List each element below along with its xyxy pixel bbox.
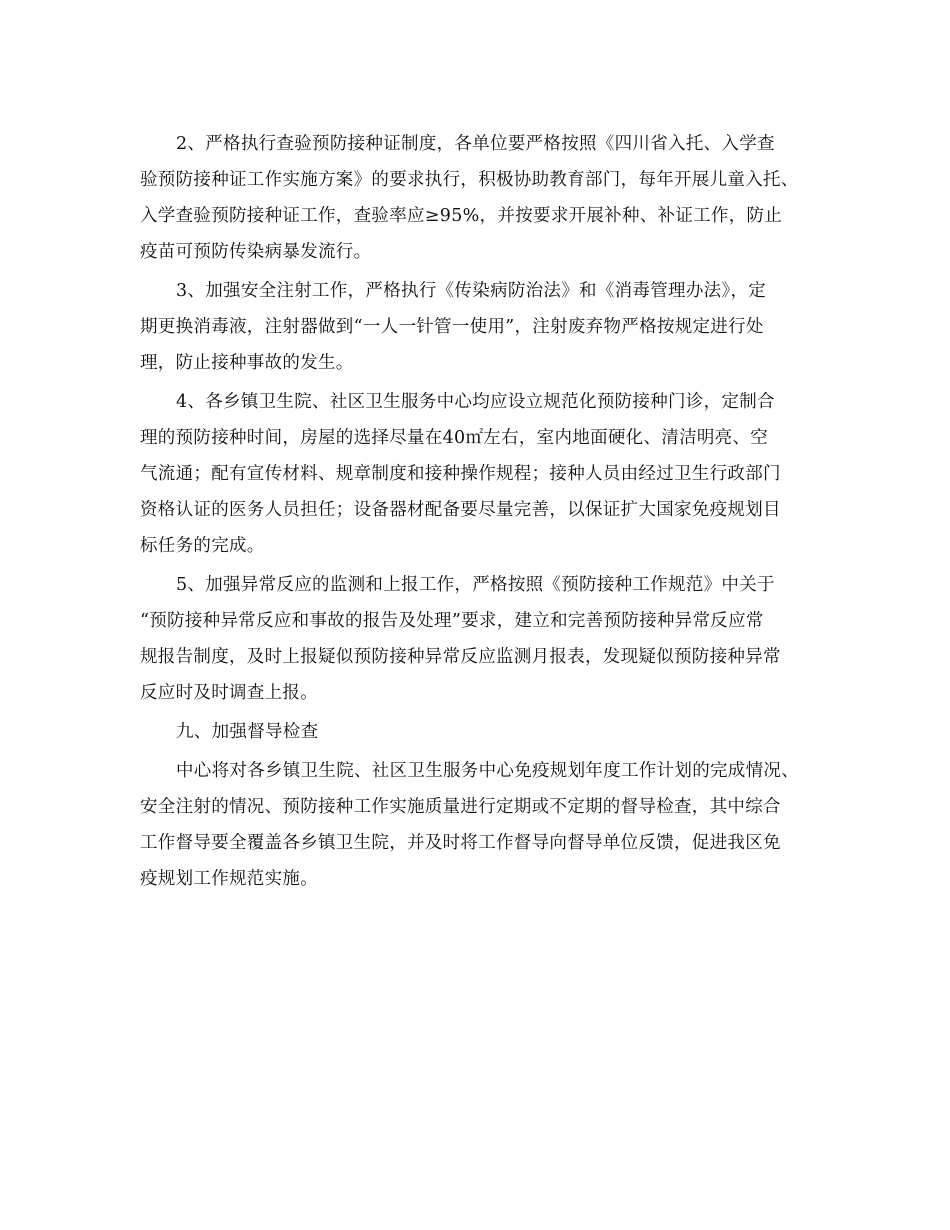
paragraph-2-line-1: 3、加强安全注射工作，严格执行《传染病防治法》和《消毒管理办法》，定 xyxy=(176,281,767,301)
paragraph-2-line-3: 理，防止接种事故的发生。 xyxy=(140,353,354,373)
paragraph-3-line-1: 4、各乡镇卫生院、社区卫生服务中心均应设立规范化预防接种门诊，定制合 xyxy=(176,392,775,412)
paragraph-3-line-2: 理的预防接种时间，房屋的选择尽量在40㎡左右，室内地面硬化、清洁明亮、空 xyxy=(140,428,769,448)
paragraph-6-line-2: 安全注射的情况、预防接种工作实施质量进行定期或不定期的督导检查，其中综合 xyxy=(140,797,781,817)
paragraph-3-line-4: 资格认证的医务人员担任；设备器材配备要尽量完善，以保证扩大国家免疫规划目 xyxy=(140,500,781,520)
paragraph-4-line-4: 反应时及时调查上报。 xyxy=(140,683,318,703)
paragraph-4-line-2: “预防接种异常反应和事故的报告及处理”要求，建立和完善预防接种异常反应常 xyxy=(140,611,764,631)
paragraph-1-line-3: 入学查验预防接种证工作，查验率应≥95%，并按要求开展补种、补证工作，防止 xyxy=(140,206,783,226)
paragraph-2-line-2: 期更换消毒液，注射器做到“一人一针管一使用”，注射废弃物严格按规定进行处 xyxy=(140,317,764,337)
paragraph-3-line-5: 标任务的完成。 xyxy=(140,536,265,556)
paragraph-4-line-1: 5、加强异常反应的监测和上报工作，严格按照《预防接种工作规范》中关于 xyxy=(176,575,775,595)
paragraph-6-line-1: 中心将对各乡镇卫生院、社区卫生服务中心免疫规划年度工作计划的完成情况、 xyxy=(176,761,799,781)
paragraph-1-line-4: 疫苗可预防传染病暴发流行。 xyxy=(140,242,372,262)
paragraph-3-line-3: 气流通；配有宣传材料、规章制度和接种操作规程；接种人员由经过卫生行政部门 xyxy=(140,464,781,484)
paragraph-6-line-3: 工作督导要全覆盖各乡镇卫生院，并及时将工作督导向督导单位反馈，促进我区免 xyxy=(140,833,781,853)
paragraph-1-line-2: 验预防接种证工作实施方案》的要求执行，积极协助教育部门，每年开展儿童入托、 xyxy=(140,170,799,190)
paragraph-4-line-3: 规报告制度，及时上报疑似预防接种异常反应监测月报表，发现疑似预防接种异常 xyxy=(140,647,781,667)
section-heading: 九、加强督导检查 xyxy=(176,722,319,742)
paragraph-1-line-1: 2、严格执行查验预防接种证制度，各单位要严格按照《四川省入托、入学查 xyxy=(176,134,775,154)
paragraph-6-line-4: 疫规划工作规范实施。 xyxy=(140,869,318,889)
